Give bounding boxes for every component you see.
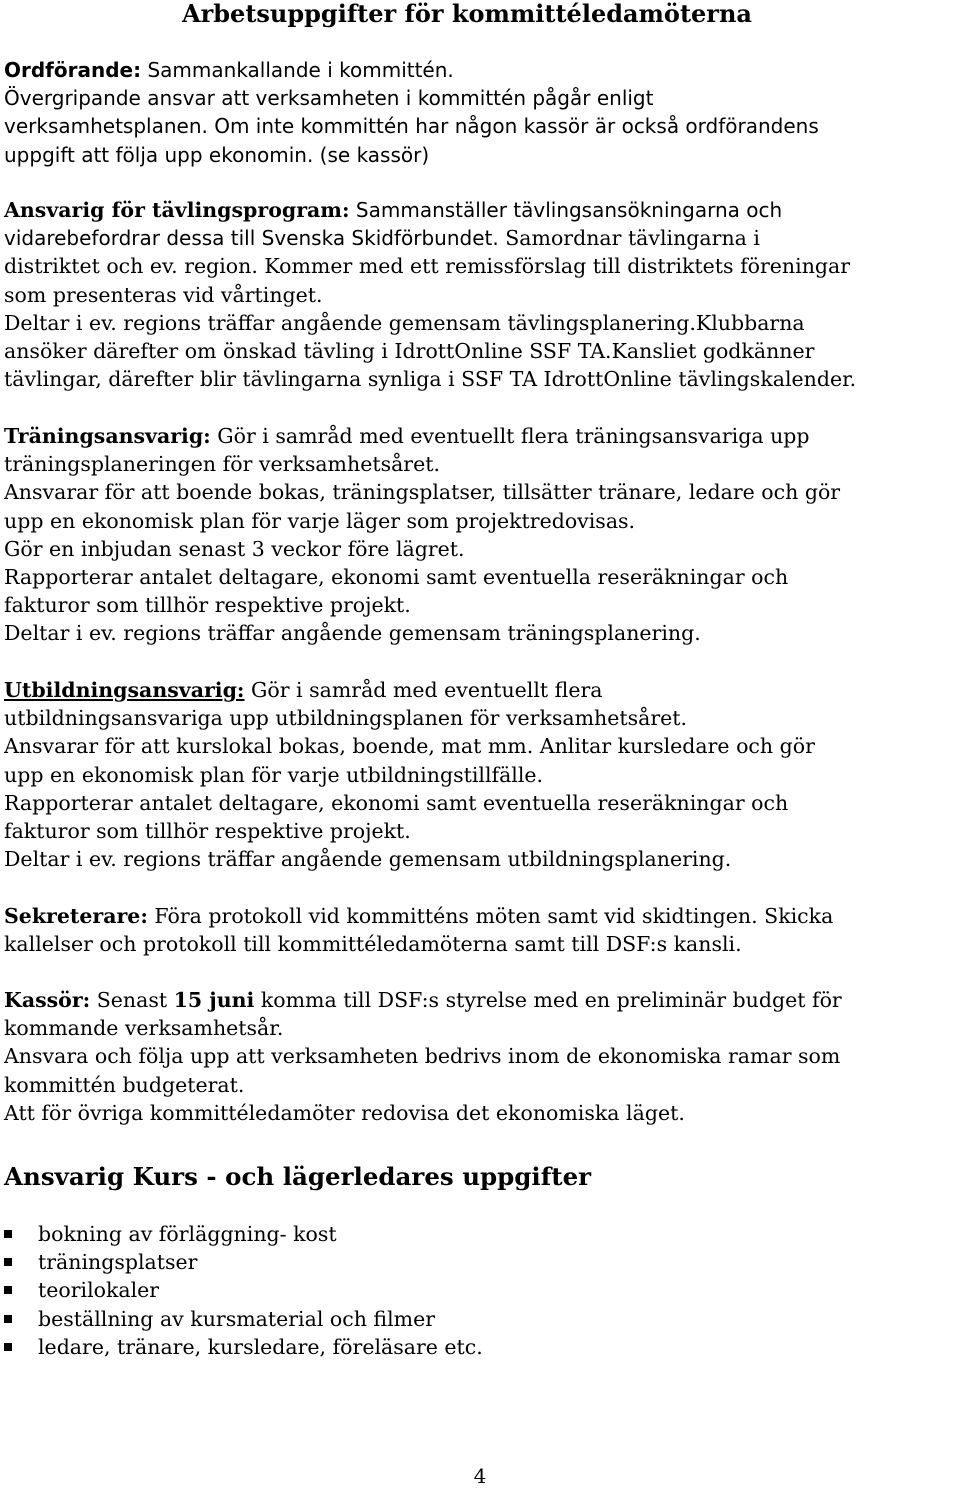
section-kassor: [4, 986, 956, 1127]
list-item-text: ledare, tränare, kursledare, föreläsare etc.: [38, 1334, 483, 1359]
list-item: [4, 1248, 483, 1276]
text-line: Ansvarar för att kurslokal bokas, boende, mat mm. Anlitar kursledare och gör: [4, 734, 815, 759]
list-item: [4, 1305, 483, 1333]
text-line: Gör i samråd med eventuellt flera träningsansvariga upp: [210, 424, 810, 448]
text-line: fakturor som tillhör respektive projekt.: [4, 593, 411, 618]
text-line: Ansvara och följa upp att verksamheten bedrivs inom de ekonomiska ramar som: [4, 1044, 841, 1069]
text-line: Övergripande ansvar att verksamheten i kommittén pågår enligt: [4, 86, 654, 111]
text-line: Senast: [90, 988, 174, 1012]
text-line: kommande verksamhetsår.: [4, 1016, 284, 1041]
section-utbildningsansvarig: [4, 676, 956, 873]
text-line: Gör i samråd med eventuellt flera: [244, 678, 603, 702]
text-line: Samordnar tävlingarna i: [498, 226, 760, 251]
label-tavlingsprogram: Ansvarig för tävlingsprogram:: [4, 198, 350, 222]
text-line: fakturor som tillhör respektive projekt.: [4, 819, 411, 844]
section-sekreterare: [4, 902, 956, 958]
text-line: ansöker därefter om önskad tävling i IdrottOnline SSF TA.Kansliet godkänner: [4, 339, 815, 364]
page-title: Arbetsuppgifter för kommittéledamöterna: [182, 0, 752, 28]
text-line: Ansvarar för att boende bokas, träningsplatser, tillsätter tränare, ledare och gör: [4, 480, 841, 505]
text-line: verksamhetsplanen. Om inte kommittén har någon kassör är också ordförandens: [4, 114, 819, 139]
label-traningsansvarig: Träningsansvarig:: [4, 424, 211, 448]
square-bullet-icon: [4, 1315, 12, 1323]
text-line: Att för övriga kommittéledamöter redovisa det ekonomiska läget.: [4, 1100, 685, 1125]
section-heading-kursledare: Ansvarig Kurs - och lägerledares uppgifter: [4, 1162, 592, 1191]
list-item: [4, 1276, 483, 1304]
list-item-text: träningsplatser: [38, 1250, 198, 1275]
label-ordforande: Ordförande:: [4, 58, 142, 82]
page-number: 4: [473, 1464, 487, 1488]
square-bullet-icon: [4, 1343, 12, 1351]
list-item-text: bokning av förläggning- kost: [38, 1222, 337, 1246]
section-tavlingsprogram: [4, 196, 956, 393]
list-item-text: teorilokaler: [38, 1278, 160, 1303]
text-line: uppgift att följa upp ekonomin. (se kassör): [4, 142, 430, 167]
text-line: distriktet och ev. region. Kommer med ett remissförslag till distriktets föreningar: [4, 254, 851, 279]
square-bullet-icon: [4, 1230, 12, 1238]
text-line: Rapporterar antalet deltagare, ekonomi samt eventuella reseräkningar och: [4, 565, 789, 590]
text-line: Deltar i ev. regions träffar angående gemensam tävlingsplanering.Klubbarna: [4, 310, 805, 335]
list-item-text: beställning av kursmaterial och filmer: [38, 1306, 436, 1331]
text-line: Sammankallande i kommittén.: [141, 58, 454, 82]
section-ordforande: [4, 56, 956, 169]
section-traningsansvarig: [4, 422, 956, 648]
text-line: tävlingar, därefter blir tävlingarna synliga i SSF TA IdrottOnline tävlingskalender.: [4, 367, 857, 392]
text-line: träningsplaneringen för verksamhetsåret.: [4, 452, 440, 477]
text-line: upp en ekonomisk plan för varje utbildningstillfälle.: [4, 762, 544, 787]
label-kassor: Kassör:: [4, 988, 91, 1012]
text-line: Sammanställer tävlingsansökningarna och: [349, 198, 783, 222]
text-line: Föra protokoll vid kommitténs möten samt vid skidtingen. Skicka: [147, 904, 834, 928]
text-line: Rapporterar antalet deltagare, ekonomi samt eventuella reseräkningar och: [4, 790, 789, 815]
text-line: kallelser och protokoll till kommittéledamöterna samt till DSF:s kansli.: [4, 932, 742, 957]
label-utbildningsansvarig: Utbildningsansvarig:: [4, 678, 245, 702]
text-line: Deltar i ev. regions träffar angående gemensam utbildningsplanering.: [4, 847, 732, 872]
text-line: utbildningsansvariga upp utbildningsplanen för verksamhetsåret.: [4, 706, 688, 731]
task-list: [4, 1220, 483, 1361]
square-bullet-icon: [4, 1286, 12, 1294]
list-item: [4, 1333, 483, 1361]
label-sekreterare: Sekreterare:: [4, 904, 148, 928]
text-line: Gör en inbjudan senast 3 veckor före lägret.: [4, 536, 465, 561]
text-line: som presenteras vid vårtinget.: [4, 282, 323, 307]
text-line: vidarebefordrar dessa till Svenska Skidförbundet.: [4, 226, 499, 251]
list-item: [4, 1220, 483, 1248]
deadline-date: 15 juni: [173, 988, 255, 1012]
text-line: kommittén budgeterat.: [4, 1072, 245, 1097]
text-line: Deltar i ev. regions träffar angående gemensam träningsplanering.: [4, 621, 701, 646]
text-line: upp en ekonomisk plan för varje läger som projektredovisas.: [4, 508, 636, 533]
text-line: komma till DSF:s styrelse med en preliminär budget för: [254, 988, 842, 1012]
square-bullet-icon: [4, 1258, 12, 1266]
